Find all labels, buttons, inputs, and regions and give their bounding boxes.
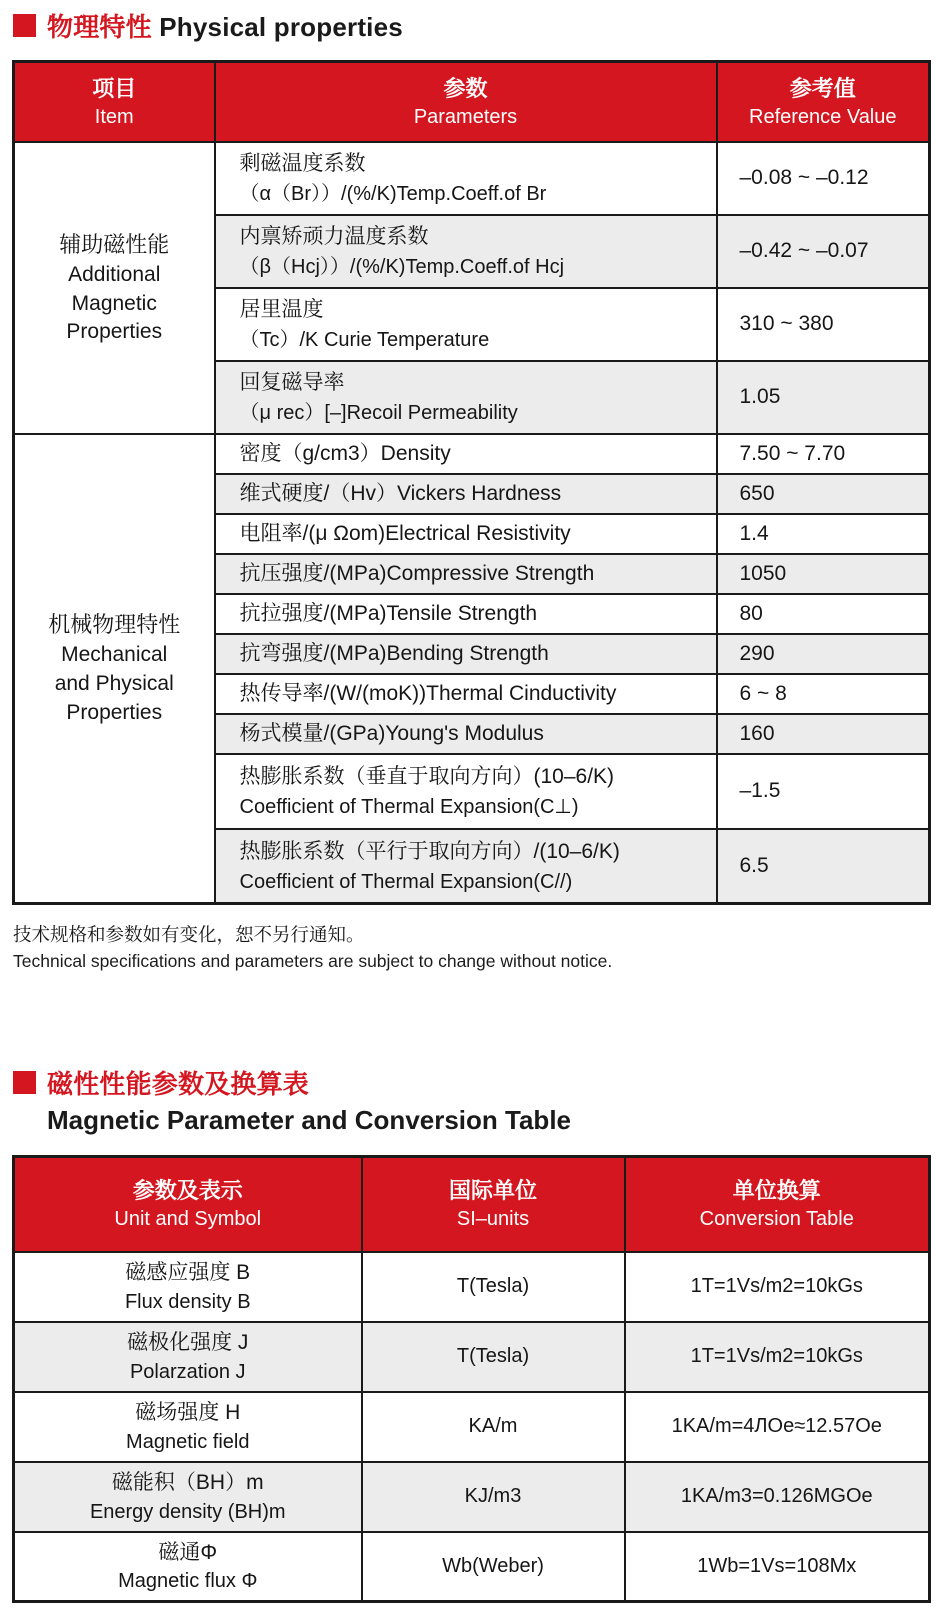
parameter-line1: 电阻率/(μ Ωom)Electrical Resistivity [239, 521, 571, 545]
section-title-zh: 物理特性 [47, 12, 152, 42]
item-group-en: Additional Magnetic Properties [66, 262, 163, 344]
unit-name-zh: 磁能积（BH）m [111, 1471, 264, 1495]
section-title-zh: 磁性性能参数及换算表 [47, 1069, 310, 1099]
item-group-en: Mechanical and Physical Properties [54, 643, 174, 725]
parameter-cell [215, 754, 717, 829]
red-square-bullet-icon [13, 1071, 36, 1094]
column-header-reference-en: Reference Value [749, 105, 897, 128]
unit-name-en: Magnetic field [126, 1430, 250, 1453]
value-cell: 290 [717, 634, 930, 674]
unit-name-en: Energy density (BH)m [89, 1500, 286, 1523]
column-header-reference-value [717, 62, 930, 142]
column-header-parameters-zh: 参数 [443, 75, 488, 101]
column-header-item [14, 62, 215, 142]
value-cell: 6.5 [717, 829, 930, 904]
unit-name-zh: 磁极化强度 J [127, 1331, 249, 1355]
column-header-si-units [362, 1157, 625, 1252]
parameter-cell [215, 554, 717, 594]
si-unit-cell: KJ/m3 [362, 1462, 625, 1532]
parameter-cell [215, 288, 717, 361]
value-cell: 7.50 ~ 7.70 [717, 434, 930, 474]
parameter-line1: 杨式模量/(GPa)Young's Modulus [239, 721, 544, 745]
unit-name-en: Polarzation J [129, 1360, 246, 1383]
parameter-cell [215, 215, 717, 288]
section-title-en: Magnetic Parameter and Conversion Table [47, 1105, 571, 1135]
si-unit-cell: T(Tesla) [362, 1252, 625, 1322]
table-row [14, 1322, 930, 1392]
value-cell: 1050 [717, 554, 930, 594]
si-unit-cell: T(Tesla) [362, 1322, 625, 1392]
item-group-cell-mechanical-physical [14, 434, 215, 904]
parameter-cell [215, 434, 717, 474]
header-row [14, 62, 930, 142]
unit-name-en: Flux density B [124, 1290, 251, 1313]
table-row [14, 1462, 930, 1532]
parameter-line1: 维式硬度/（Hv）Vickers Hardness [239, 481, 562, 505]
item-group-zh: 辅助磁性能 [59, 231, 170, 257]
parameter-line1: 抗弯强度/(MPa)Bending Strength [239, 641, 549, 665]
value-cell: –0.08 ~ –0.12 [717, 142, 930, 215]
column-header-conversion [625, 1157, 930, 1252]
parameter-line1: 热传导率/(W/(moK))Thermal Cinductivity [239, 681, 617, 705]
parameter-cell [215, 142, 717, 215]
header-row [14, 1157, 930, 1252]
si-unit-cell: Wb(Weber) [362, 1532, 625, 1602]
unit-name-en: Magnetic flux Φ [118, 1570, 258, 1593]
section-title-magnetic-parameter [13, 1064, 571, 1136]
item-group-zh: 机械物理特性 [48, 612, 181, 638]
disclaimer-note [13, 921, 612, 973]
value-cell: 160 [717, 714, 930, 754]
parameter-cell [215, 634, 717, 674]
unit-name-cell [14, 1532, 362, 1602]
parameter-line1: 内禀矫顽力温度系数 [239, 225, 429, 249]
red-square-bullet-icon [13, 14, 36, 37]
parameter-line1: 热膨胀系数（平行于取向方向）/(10–6/K) [239, 840, 620, 863]
table-header [14, 62, 930, 142]
unit-name-cell [14, 1392, 362, 1462]
column-header-si-units-en: SI–units [456, 1208, 530, 1231]
parameter-cell [215, 829, 717, 904]
column-header-unit-symbol [14, 1157, 362, 1252]
disclaimer-note-en: Technical specifications and parameters are subject to change without notice. [13, 950, 613, 971]
unit-name-cell [14, 1322, 362, 1392]
value-cell: 650 [717, 474, 930, 514]
conversion-cell: 1T=1Vs/m2=10kGs [625, 1252, 930, 1322]
column-header-parameters-en: Parameters [413, 105, 518, 128]
column-header-reference-zh: 参考值 [789, 75, 856, 101]
column-header-item-en: Item [94, 105, 134, 128]
table-row [14, 1392, 930, 1462]
parameter-line1: 抗拉强度/(MPa)Tensile Strength [239, 601, 538, 625]
column-header-unit-symbol-en: Unit and Symbol [114, 1208, 262, 1231]
si-unit-cell: KA/m [362, 1392, 625, 1462]
value-cell: 1.4 [717, 514, 930, 554]
parameter-cell [215, 361, 717, 434]
parameter-line2: （β（Hcj））/(%/K)Temp.Coeff.of Hcj [239, 255, 565, 278]
table-row [14, 1252, 930, 1322]
parameter-line1: 热膨胀系数（垂直于取向方向）(10–6/K) [239, 765, 615, 789]
unit-name-zh: 磁场强度 H [135, 1401, 241, 1425]
value-cell: 6 ~ 8 [717, 674, 930, 714]
parameter-cell [215, 514, 717, 554]
parameter-cell [215, 714, 717, 754]
table-header [14, 1157, 930, 1252]
parameter-cell [215, 594, 717, 634]
parameter-line1: 回复磁导率 [239, 371, 345, 395]
unit-name-zh: 磁通Φ [158, 1541, 218, 1565]
conversion-cell: 1KA/m3=0.126MGOe [625, 1462, 930, 1532]
value-cell: –0.42 ~ –0.07 [717, 215, 930, 288]
parameter-line2: Coefficient of Thermal Expansion(C//) [239, 870, 573, 893]
unit-name-cell [14, 1252, 362, 1322]
parameter-line1: 居里温度 [239, 298, 324, 322]
parameter-line2: Coefficient of Thermal Expansion(C⊥) [239, 795, 579, 818]
parameter-cell [215, 674, 717, 714]
unit-name-zh: 磁感应强度 B [125, 1261, 251, 1285]
parameter-line2: （Tc）/K Curie Temperature [239, 328, 490, 351]
section-title-text [47, 7, 403, 44]
unit-name-cell [14, 1462, 362, 1532]
column-header-si-units-zh: 国际单位 [448, 1178, 537, 1204]
column-header-conversion-zh: 单位换算 [732, 1178, 821, 1204]
parameter-line1: 剩磁温度系数 [239, 152, 366, 176]
item-group-cell-additional-magnetic [14, 142, 215, 434]
conversion-table [12, 1155, 931, 1603]
section-title-physical-properties [13, 7, 403, 44]
physical-properties-table [12, 60, 931, 905]
value-cell: –1.5 [717, 754, 930, 829]
value-cell: 80 [717, 594, 930, 634]
parameter-line1: 密度（g/cm3）Density [239, 441, 451, 465]
column-header-parameters [215, 62, 717, 142]
parameter-cell [215, 474, 717, 514]
value-cell: 1.05 [717, 361, 930, 434]
column-header-unit-symbol-zh: 参数及表示 [132, 1178, 243, 1204]
table-row [14, 434, 930, 474]
parameter-line1: 抗压强度/(MPa)Compressive Strength [239, 561, 595, 585]
table-row [14, 1532, 930, 1602]
conversion-cell: 1Wb=1Vs=108Mx [625, 1532, 930, 1602]
value-cell: 310 ~ 380 [717, 288, 930, 361]
conversion-cell: 1T=1Vs/m2=10kGs [625, 1322, 930, 1392]
column-header-item-zh: 项目 [92, 75, 137, 101]
column-header-conversion-en: Conversion Table [699, 1208, 854, 1231]
parameter-line2: （μ rec）[–]Recoil Permeability [239, 401, 518, 424]
conversion-cell: 1KA/m=4ЛOe≈12.57Oe [625, 1392, 930, 1462]
section-title-en: Physical properties [159, 12, 403, 42]
disclaimer-note-zh: 技术规格和参数如有变化，恕不另行通知。 [13, 924, 365, 945]
table-row [14, 142, 930, 215]
parameter-line2: （α（Br））/(%/K)Temp.Coeff.of Br [239, 182, 547, 205]
